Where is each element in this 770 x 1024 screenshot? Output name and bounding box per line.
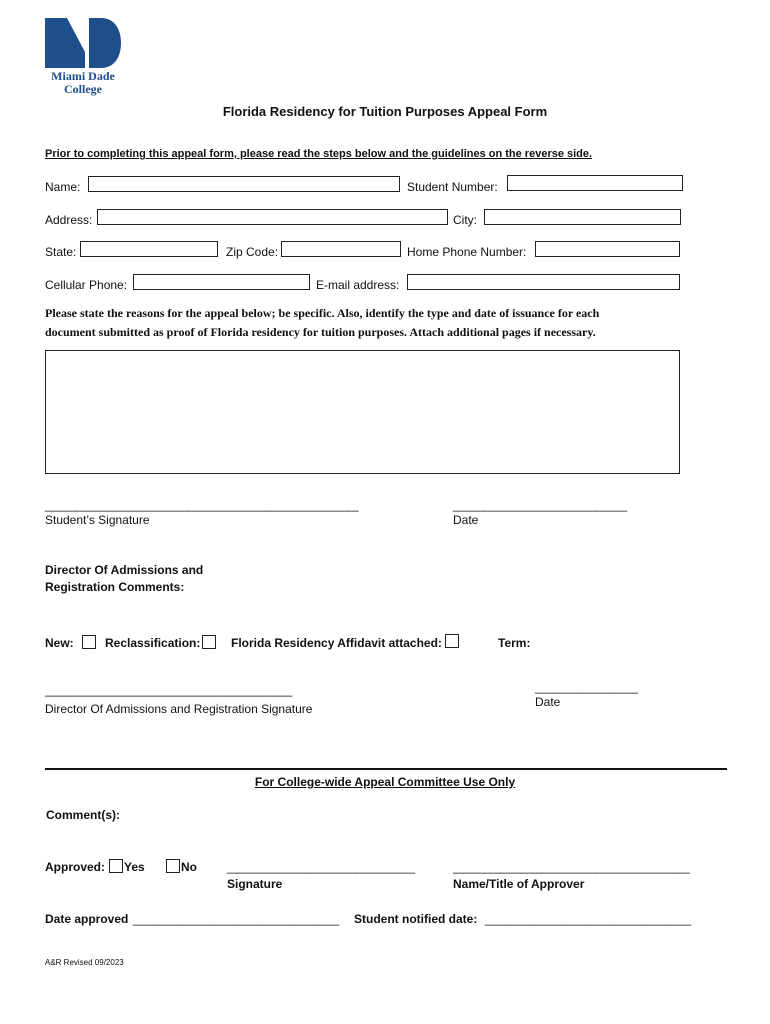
email-label: E-mail address: — [316, 278, 400, 292]
instructions-line1: Please state the reasons for the appeal below; be specific. Also, identify the type and date of issuance for each — [45, 306, 600, 320]
zip-field[interactable] — [281, 241, 401, 257]
student-notified-label: Student notified date: — [354, 912, 478, 926]
approved-no-label: No — [181, 860, 197, 874]
date-approved-label: Date approved — [45, 912, 129, 926]
committee-heading: For College-wide Appeal Committee Use Only — [254, 775, 516, 789]
name-field[interactable] — [88, 176, 400, 192]
address-field[interactable] — [97, 209, 448, 225]
date-approved-line: ______________________________ — [133, 912, 340, 926]
student-number-label: Student Number: — [407, 180, 498, 194]
city-label: City: — [453, 213, 477, 227]
revision-note: A&R Revised 09/2023 — [45, 958, 124, 967]
new-label: New: — [45, 636, 74, 650]
term-label: Term: — [498, 636, 531, 650]
home-phone-field[interactable] — [535, 241, 680, 257]
intro-text: Prior to completing this appeal form, please read the steps below and the guidelines on the reverse side. — [45, 148, 593, 160]
student-signature-label: Student’s Signature — [45, 513, 150, 527]
approved-yes-checkbox[interactable] — [109, 859, 123, 873]
college-logo-mark-icon — [45, 18, 121, 68]
affidavit-label: Florida Residency Affidavit attached: — [231, 636, 442, 650]
student-signature-line: _____________________________________________ — [45, 498, 359, 512]
cell-phone-label: Cellular Phone: — [45, 278, 128, 292]
director-date-line: _______________ — [535, 680, 639, 694]
page-title: Florida Residency for Tuition Purposes Appeal Form — [222, 104, 548, 119]
name-label: Name: — [45, 180, 81, 194]
student-notified-line: ______________________________ — [485, 912, 692, 926]
college-logo-line2: College — [64, 82, 102, 96]
approver-name-line: __________________________________ — [453, 860, 691, 874]
state-field[interactable] — [80, 241, 218, 257]
approved-label: Approved: — [45, 860, 105, 874]
state-label: State: — [45, 245, 77, 259]
instructions-line2: document submitted as proof of Florida residency for tuition purposes. Attach additional pages if necessary. — [45, 325, 596, 339]
committee-signature-label: Signature — [227, 877, 283, 891]
reclassification-label: Reclassification: — [105, 636, 201, 650]
director-date-label: Date — [535, 695, 561, 709]
student-number-field[interactable] — [507, 175, 683, 191]
student-date-line: _________________________ — [453, 498, 628, 512]
home-phone-label: Home Phone Number: — [407, 245, 527, 259]
director-comments-line1: Director Of Admissions and — [45, 563, 204, 577]
zip-label: Zip Code: — [226, 245, 279, 259]
approver-name-label: Name/Title of Approver — [453, 877, 585, 891]
approved-yes-label: Yes — [124, 860, 145, 874]
cell-phone-field[interactable] — [133, 274, 310, 290]
director-signature-line: ____________________________________ — [45, 683, 293, 697]
director-signature-label: Director Of Admissions and Registration Signature — [45, 702, 313, 716]
college-logo — [45, 18, 125, 98]
college-logo-line1: Miami Dade — [51, 69, 115, 83]
email-field[interactable] — [407, 274, 680, 290]
approved-no-checkbox[interactable] — [166, 859, 180, 873]
committee-signature-line: ___________________________ — [227, 860, 416, 874]
section-divider — [45, 768, 727, 770]
new-checkbox[interactable] — [82, 635, 96, 649]
director-comments-line2: Registration Comments: — [45, 580, 185, 594]
reclassification-checkbox[interactable] — [202, 635, 216, 649]
address-label: Address: — [45, 213, 93, 227]
student-date-label: Date — [453, 513, 479, 527]
city-field[interactable] — [484, 209, 681, 225]
affidavit-checkbox[interactable] — [445, 634, 459, 648]
appeal-reasons-textarea[interactable] — [45, 350, 680, 474]
committee-comments-label: Comment(s): — [46, 808, 120, 822]
